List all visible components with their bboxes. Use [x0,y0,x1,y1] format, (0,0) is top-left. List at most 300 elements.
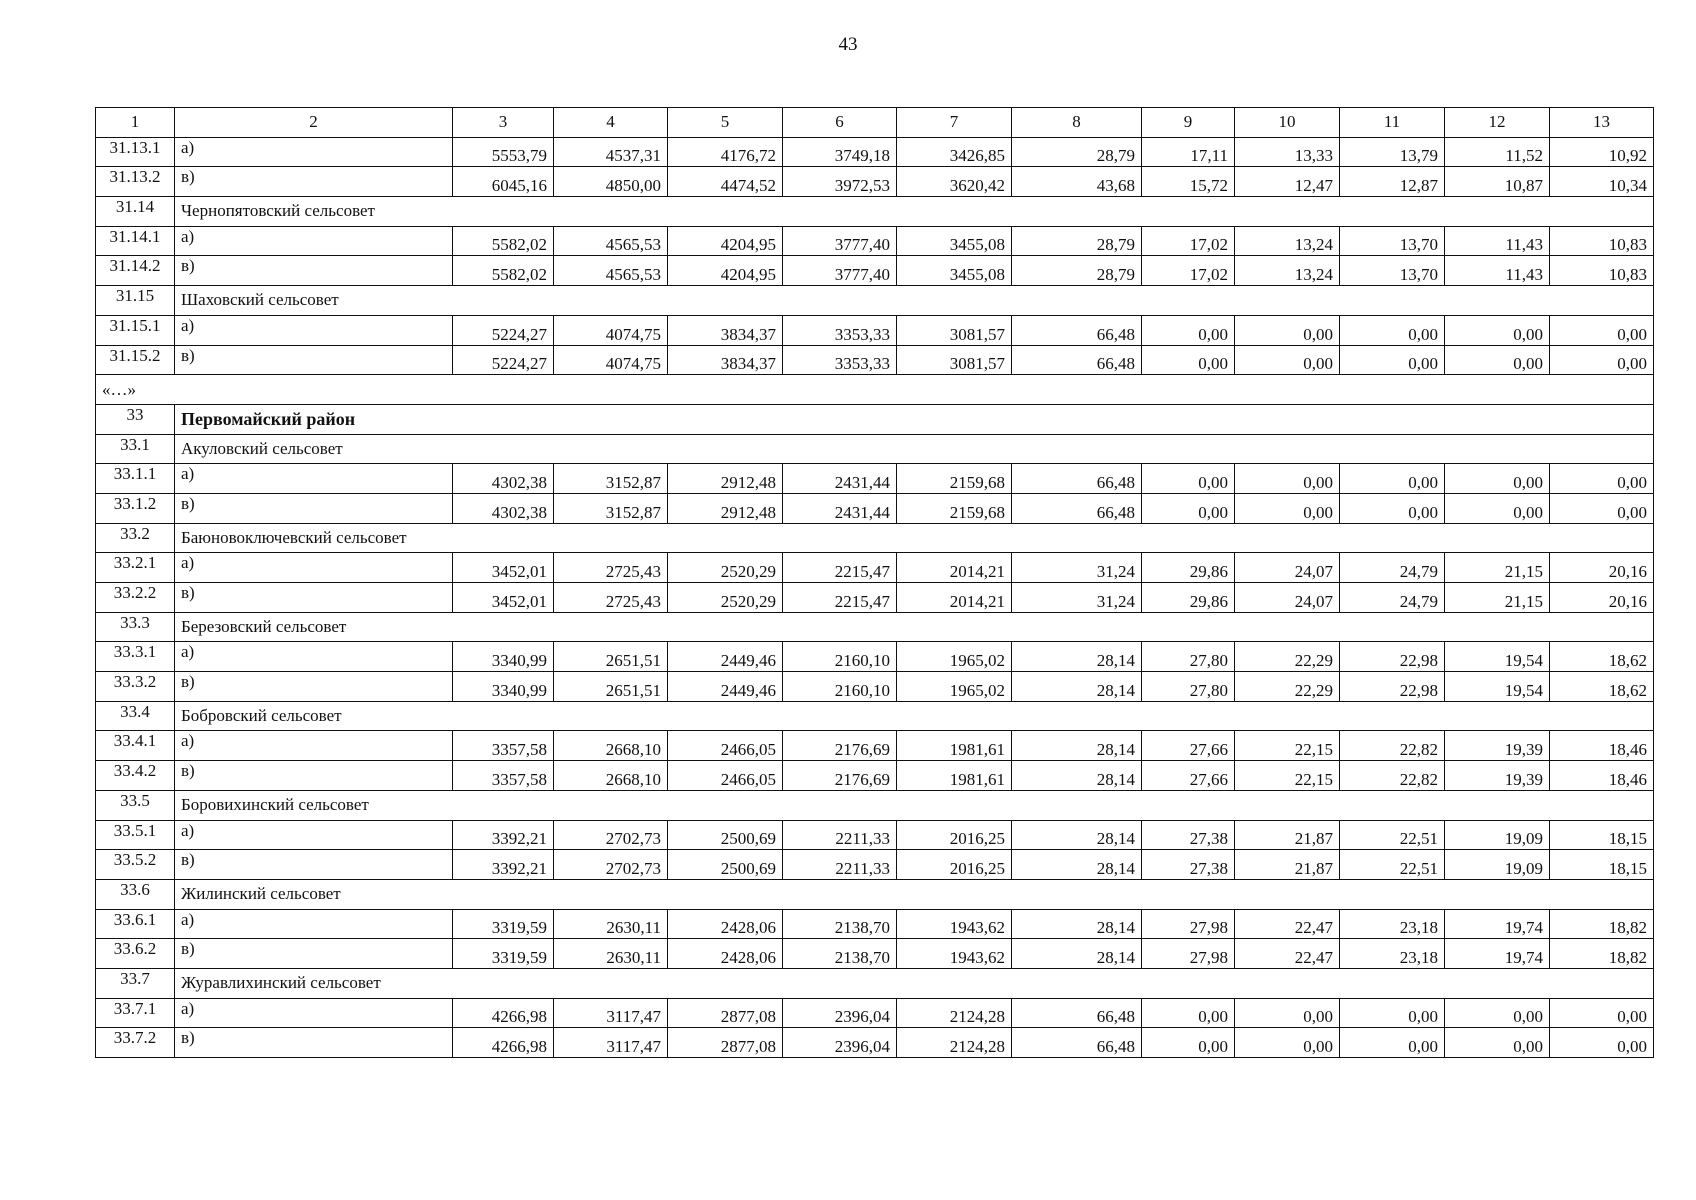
row-code: 33.6.2 [96,939,175,969]
table-row [96,909,1654,939]
value-cell: 1981,61 [897,731,1012,761]
value-cell: 3455,08 [897,226,1012,256]
value-cell: 2428,06 [668,909,783,939]
value-cell: 2520,29 [668,583,783,613]
value-cell: 21,15 [1445,553,1550,583]
value-cell: 2630,11 [554,909,668,939]
value-cell: 3340,99 [453,672,554,702]
ellipsis-row [96,375,1654,405]
row-code: 33.6.1 [96,909,175,939]
value-cell: 2725,43 [554,583,668,613]
district-code: 33 [96,404,175,434]
value-cell: 11,43 [1445,256,1550,286]
table-row [96,1028,1654,1058]
value-cell: 5582,02 [453,256,554,286]
value-cell: 2500,69 [668,820,783,850]
ellipsis-marker: «…» [96,375,1654,405]
value-cell: 2431,44 [783,493,897,523]
value-cell: 3392,21 [453,820,554,850]
value-cell: 27,38 [1142,850,1235,880]
value-cell: 27,66 [1142,761,1235,791]
value-cell: 10,83 [1550,226,1654,256]
value-cell: 0,00 [1445,315,1550,345]
value-cell: 4850,00 [554,167,668,197]
value-cell: 10,34 [1550,167,1654,197]
row-label: а) [175,137,453,167]
value-cell: 10,92 [1550,137,1654,167]
tariff-table [95,107,1654,1058]
table-row [96,493,1654,523]
group-title: Жилинский сельсовет [175,879,1654,909]
group-code: 31.15 [96,286,175,316]
value-cell: 27,98 [1142,909,1235,939]
value-cell: 28,79 [1012,137,1142,167]
value-cell: 0,00 [1550,1028,1654,1058]
row-label: а) [175,642,453,672]
value-cell: 3455,08 [897,256,1012,286]
row-label: а) [175,998,453,1028]
value-cell: 12,87 [1340,167,1445,197]
value-cell: 2124,28 [897,998,1012,1028]
group-title: Березовский сельсовет [175,612,1654,642]
value-cell: 2016,25 [897,850,1012,880]
row-code: 33.2.1 [96,553,175,583]
value-cell: 22,29 [1235,672,1340,702]
column-header: 9 [1142,108,1235,138]
value-cell: 22,82 [1340,761,1445,791]
value-cell: 13,33 [1235,137,1340,167]
value-cell: 21,87 [1235,820,1340,850]
value-cell: 3357,58 [453,761,554,791]
column-header: 11 [1340,108,1445,138]
value-cell: 0,00 [1340,1028,1445,1058]
value-cell: 19,74 [1445,939,1550,969]
value-cell: 2159,68 [897,493,1012,523]
row-label: а) [175,731,453,761]
value-cell: 22,82 [1340,731,1445,761]
value-cell: 0,00 [1550,464,1654,494]
value-cell: 0,00 [1235,345,1340,375]
row-code: 33.2.2 [96,583,175,613]
value-cell: 5224,27 [453,345,554,375]
value-cell: 13,24 [1235,256,1340,286]
value-cell: 20,16 [1550,553,1654,583]
value-cell: 3081,57 [897,345,1012,375]
district-row [96,404,1654,434]
row-code: 33.4.2 [96,761,175,791]
value-cell: 22,51 [1340,850,1445,880]
value-cell: 21,15 [1445,583,1550,613]
value-cell: 3426,85 [897,137,1012,167]
row-label: а) [175,226,453,256]
value-cell: 0,00 [1550,315,1654,345]
value-cell: 22,47 [1235,939,1340,969]
group-title: Шаховский сельсовет [175,286,1654,316]
value-cell: 13,79 [1340,137,1445,167]
value-cell: 3081,57 [897,315,1012,345]
value-cell: 0,00 [1142,315,1235,345]
row-label: в) [175,939,453,969]
value-cell: 2702,73 [554,850,668,880]
value-cell: 0,00 [1340,345,1445,375]
row-label: а) [175,315,453,345]
column-header: 10 [1235,108,1340,138]
value-cell: 3319,59 [453,939,554,969]
group-code: 33.1 [96,434,175,464]
table-row [96,731,1654,761]
value-cell: 3452,01 [453,553,554,583]
value-cell: 18,46 [1550,761,1654,791]
value-cell: 1943,62 [897,939,1012,969]
value-cell: 18,82 [1550,939,1654,969]
column-header: 1 [96,108,175,138]
value-cell: 43,68 [1012,167,1142,197]
row-label: в) [175,1028,453,1058]
value-cell: 4302,38 [453,493,554,523]
value-cell: 2449,46 [668,642,783,672]
value-cell: 27,98 [1142,939,1235,969]
value-cell: 2160,10 [783,672,897,702]
group-row [96,879,1654,909]
value-cell: 1981,61 [897,761,1012,791]
row-label: в) [175,761,453,791]
row-code: 31.13.2 [96,167,175,197]
table-row [96,226,1654,256]
value-cell: 4074,75 [554,345,668,375]
page-number: 43 [838,34,858,55]
value-cell: 0,00 [1340,493,1445,523]
value-cell: 28,79 [1012,256,1142,286]
value-cell: 11,52 [1445,137,1550,167]
value-cell: 19,54 [1445,672,1550,702]
value-cell: 0,00 [1340,464,1445,494]
value-cell: 2431,44 [783,464,897,494]
value-cell: 19,54 [1445,642,1550,672]
group-row [96,286,1654,316]
value-cell: 17,02 [1142,226,1235,256]
column-header: 8 [1012,108,1142,138]
value-cell: 10,83 [1550,256,1654,286]
value-cell: 2428,06 [668,939,783,969]
value-cell: 3452,01 [453,583,554,613]
group-title: Акуловский сельсовет [175,434,1654,464]
value-cell: 5582,02 [453,226,554,256]
table-row [96,256,1654,286]
value-cell: 2702,73 [554,820,668,850]
value-cell: 3777,40 [783,226,897,256]
value-cell: 2014,21 [897,553,1012,583]
row-label: а) [175,909,453,939]
value-cell: 24,07 [1235,553,1340,583]
group-row [96,612,1654,642]
value-cell: 6045,16 [453,167,554,197]
value-cell: 23,18 [1340,939,1445,969]
row-code: 33.5.1 [96,820,175,850]
column-header: 4 [554,108,668,138]
value-cell: 15,72 [1142,167,1235,197]
column-header: 7 [897,108,1012,138]
value-cell: 22,15 [1235,761,1340,791]
value-cell: 29,86 [1142,553,1235,583]
value-cell: 3152,87 [554,464,668,494]
row-code: 31.14.1 [96,226,175,256]
value-cell: 4176,72 [668,137,783,167]
value-cell: 0,00 [1235,464,1340,494]
group-row [96,197,1654,227]
value-cell: 2668,10 [554,731,668,761]
group-row [96,968,1654,998]
value-cell: 1943,62 [897,909,1012,939]
row-label: в) [175,493,453,523]
row-label: в) [175,672,453,702]
value-cell: 2651,51 [554,642,668,672]
value-cell: 0,00 [1445,998,1550,1028]
column-header: 6 [783,108,897,138]
value-cell: 4266,98 [453,1028,554,1058]
row-code: 33.5.2 [96,850,175,880]
value-cell: 2668,10 [554,761,668,791]
value-cell: 4266,98 [453,998,554,1028]
value-cell: 2159,68 [897,464,1012,494]
value-cell: 0,00 [1142,464,1235,494]
value-cell: 2160,10 [783,642,897,672]
group-code: 33.2 [96,523,175,553]
value-cell: 3972,53 [783,167,897,197]
group-title: Баюновоключевский сельсовет [175,523,1654,553]
value-cell: 18,62 [1550,642,1654,672]
group-code: 33.4 [96,701,175,731]
table-row [96,345,1654,375]
row-label: а) [175,820,453,850]
value-cell: 17,02 [1142,256,1235,286]
value-cell: 22,98 [1340,642,1445,672]
value-cell: 22,15 [1235,731,1340,761]
row-code: 31.14.2 [96,256,175,286]
value-cell: 27,80 [1142,642,1235,672]
value-cell: 28,14 [1012,820,1142,850]
group-code: 33.3 [96,612,175,642]
value-cell: 0,00 [1445,345,1550,375]
value-cell: 4537,31 [554,137,668,167]
value-cell: 3620,42 [897,167,1012,197]
group-title: Бобровский сельсовет [175,701,1654,731]
table-row [96,137,1654,167]
value-cell: 0,00 [1235,1028,1340,1058]
value-cell: 0,00 [1235,998,1340,1028]
value-cell: 4302,38 [453,464,554,494]
value-cell: 0,00 [1142,998,1235,1028]
value-cell: 2630,11 [554,939,668,969]
group-code: 33.6 [96,879,175,909]
value-cell: 2396,04 [783,1028,897,1058]
value-cell: 22,51 [1340,820,1445,850]
value-cell: 2176,69 [783,761,897,791]
value-cell: 28,14 [1012,850,1142,880]
value-cell: 0,00 [1235,493,1340,523]
value-cell: 27,80 [1142,672,1235,702]
table-row [96,761,1654,791]
table-row [96,850,1654,880]
table-row [96,553,1654,583]
value-cell: 0,00 [1550,998,1654,1028]
value-cell: 28,14 [1012,909,1142,939]
value-cell: 2215,47 [783,553,897,583]
value-cell: 28,79 [1012,226,1142,256]
group-code: 33.7 [96,968,175,998]
column-number-row [96,108,1654,138]
table-row [96,820,1654,850]
row-label: а) [175,464,453,494]
value-cell: 2211,33 [783,820,897,850]
group-title: Журавлихинский сельсовет [175,968,1654,998]
value-cell: 13,70 [1340,256,1445,286]
value-cell: 28,14 [1012,731,1142,761]
row-code: 33.3.1 [96,642,175,672]
row-label: в) [175,345,453,375]
value-cell: 28,14 [1012,761,1142,791]
row-code: 33.4.1 [96,731,175,761]
value-cell: 1965,02 [897,672,1012,702]
value-cell: 18,62 [1550,672,1654,702]
value-cell: 21,87 [1235,850,1340,880]
column-header: 2 [175,108,453,138]
value-cell: 22,47 [1235,909,1340,939]
value-cell: 3834,37 [668,345,783,375]
value-cell: 66,48 [1012,1028,1142,1058]
value-cell: 2520,29 [668,553,783,583]
value-cell: 3152,87 [554,493,668,523]
value-cell: 18,15 [1550,820,1654,850]
group-row [96,523,1654,553]
table-row [96,315,1654,345]
value-cell: 0,00 [1142,345,1235,375]
value-cell: 2396,04 [783,998,897,1028]
table-body [96,137,1654,1057]
value-cell: 2912,48 [668,464,783,494]
table-row [96,998,1654,1028]
column-header: 5 [668,108,783,138]
value-cell: 23,18 [1340,909,1445,939]
value-cell: 24,79 [1340,553,1445,583]
row-code: 33.3.2 [96,672,175,702]
value-cell: 0,00 [1340,998,1445,1028]
value-cell: 2877,08 [668,1028,783,1058]
row-code: 33.7.1 [96,998,175,1028]
value-cell: 17,11 [1142,137,1235,167]
row-label: в) [175,583,453,613]
value-cell: 20,16 [1550,583,1654,613]
value-cell: 66,48 [1012,998,1142,1028]
value-cell: 2176,69 [783,731,897,761]
table-row [96,583,1654,613]
value-cell: 66,48 [1012,464,1142,494]
value-cell: 19,09 [1445,820,1550,850]
value-cell: 31,24 [1012,553,1142,583]
value-cell: 2138,70 [783,909,897,939]
value-cell: 0,00 [1445,1028,1550,1058]
value-cell: 3392,21 [453,850,554,880]
value-cell: 24,79 [1340,583,1445,613]
row-label: а) [175,553,453,583]
value-cell: 2500,69 [668,850,783,880]
value-cell: 4204,95 [668,256,783,286]
value-cell: 10,87 [1445,167,1550,197]
value-cell: 66,48 [1012,315,1142,345]
row-label: в) [175,850,453,880]
value-cell: 3117,47 [554,998,668,1028]
value-cell: 19,39 [1445,761,1550,791]
value-cell: 28,14 [1012,642,1142,672]
row-code: 33.1.2 [96,493,175,523]
value-cell: 13,70 [1340,226,1445,256]
column-header: 13 [1550,108,1654,138]
table-row [96,642,1654,672]
value-cell: 18,15 [1550,850,1654,880]
table-row [96,939,1654,969]
value-cell: 31,24 [1012,583,1142,613]
value-cell: 0,00 [1550,345,1654,375]
value-cell: 4565,53 [554,226,668,256]
value-cell: 4474,52 [668,167,783,197]
column-header: 12 [1445,108,1550,138]
value-cell: 18,82 [1550,909,1654,939]
group-title: Боровихинский сельсовет [175,790,1654,820]
value-cell: 2016,25 [897,820,1012,850]
value-cell: 0,00 [1340,315,1445,345]
value-cell: 3357,58 [453,731,554,761]
value-cell: 2877,08 [668,998,783,1028]
table-row [96,672,1654,702]
row-code: 33.7.2 [96,1028,175,1058]
row-label: в) [175,256,453,286]
value-cell: 3353,33 [783,315,897,345]
value-cell: 27,38 [1142,820,1235,850]
group-row [96,434,1654,464]
value-cell: 2124,28 [897,1028,1012,1058]
table-row [96,167,1654,197]
value-cell: 66,48 [1012,493,1142,523]
value-cell: 3834,37 [668,315,783,345]
value-cell: 2651,51 [554,672,668,702]
value-cell: 4204,95 [668,226,783,256]
value-cell: 3340,99 [453,642,554,672]
value-cell: 66,48 [1012,345,1142,375]
value-cell: 13,24 [1235,226,1340,256]
value-cell: 3117,47 [554,1028,668,1058]
value-cell: 3353,33 [783,345,897,375]
value-cell: 3777,40 [783,256,897,286]
value-cell: 2725,43 [554,553,668,583]
group-code: 31.14 [96,197,175,227]
value-cell: 0,00 [1550,493,1654,523]
value-cell: 2466,05 [668,731,783,761]
value-cell: 28,14 [1012,939,1142,969]
row-code: 31.13.1 [96,137,175,167]
value-cell: 5224,27 [453,315,554,345]
value-cell: 2014,21 [897,583,1012,613]
value-cell: 1965,02 [897,642,1012,672]
value-cell: 0,00 [1445,493,1550,523]
value-cell: 28,14 [1012,672,1142,702]
value-cell: 3319,59 [453,909,554,939]
district-title: Первомайский район [175,404,1654,434]
value-cell: 2449,46 [668,672,783,702]
row-label: в) [175,167,453,197]
group-code: 33.5 [96,790,175,820]
column-header: 3 [453,108,554,138]
group-row [96,701,1654,731]
value-cell: 5553,79 [453,137,554,167]
